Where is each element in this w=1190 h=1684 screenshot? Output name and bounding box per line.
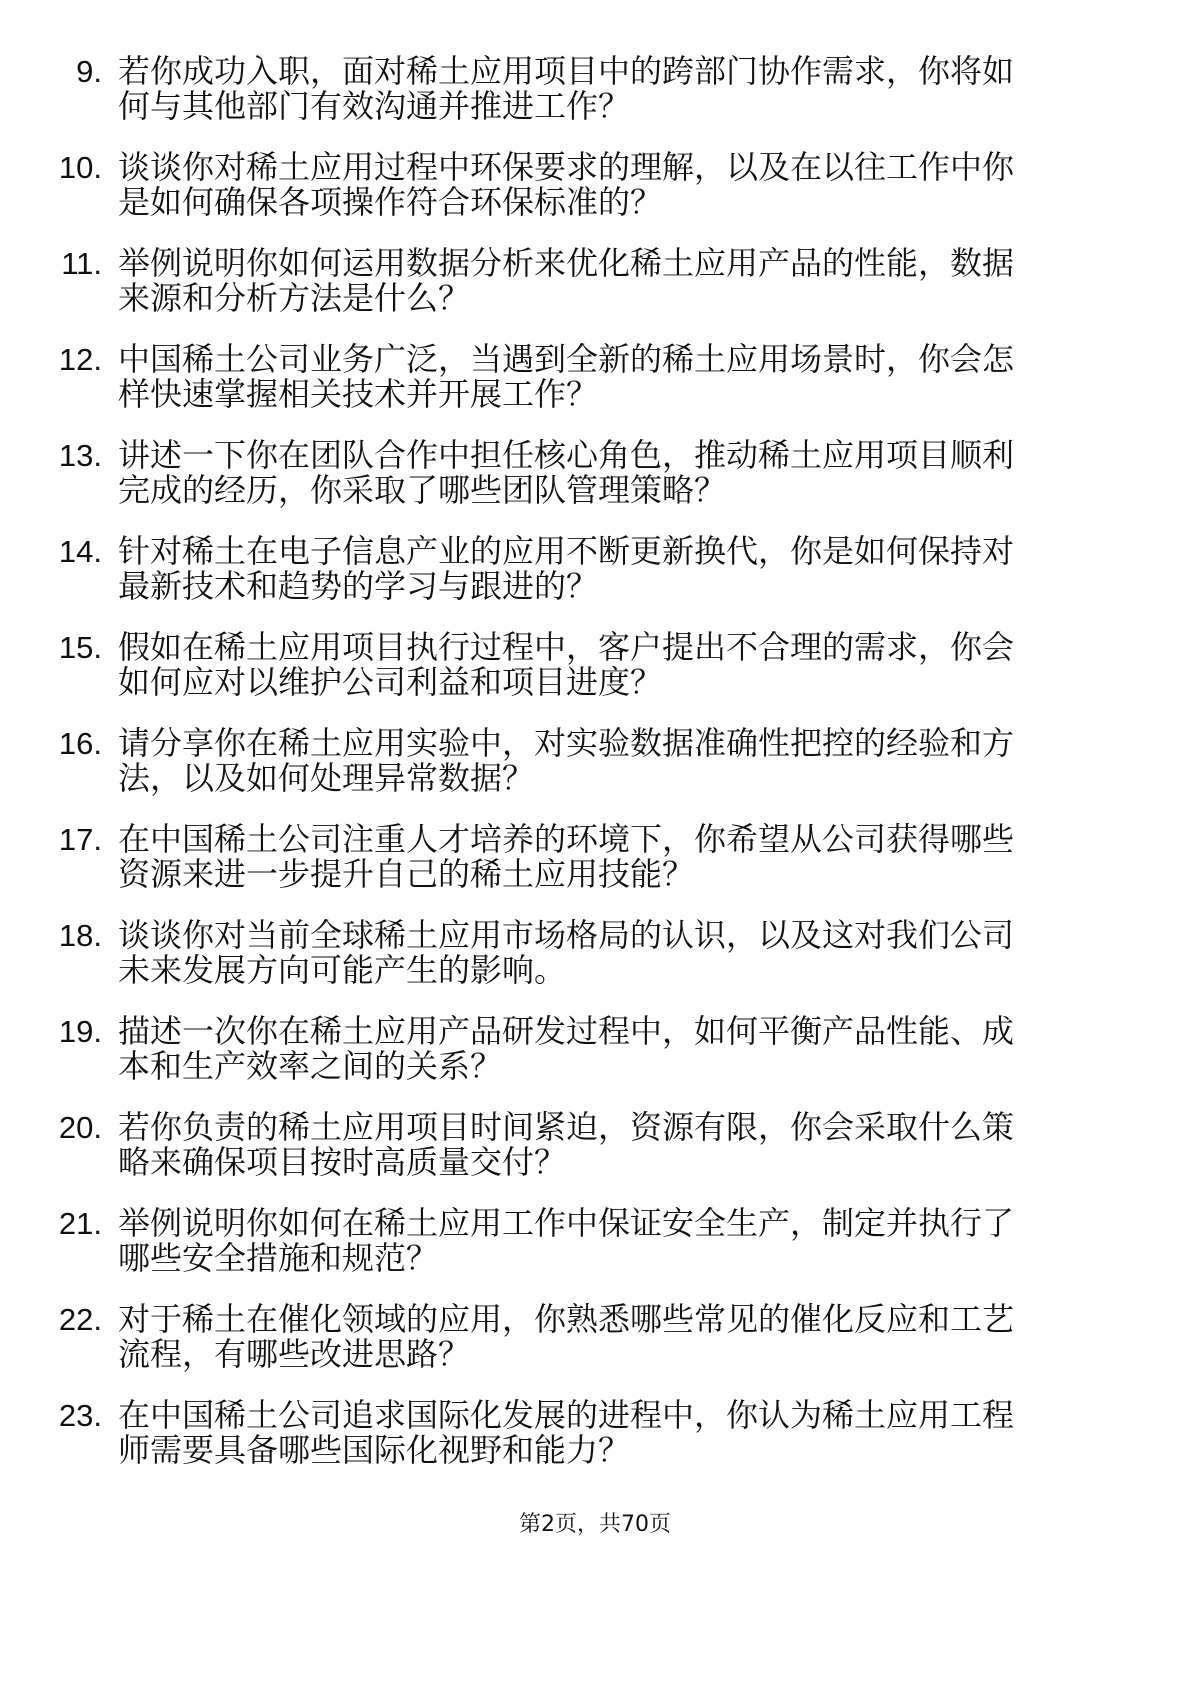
question-number: 16. (58, 726, 102, 761)
question-item (0, 822, 1190, 892)
question-text (118, 342, 1038, 412)
question-text (118, 1206, 1038, 1276)
question-item (0, 246, 1190, 316)
question-number: 19. (58, 1014, 102, 1049)
question-item (0, 150, 1190, 220)
question-item (0, 438, 1190, 508)
question-list (0, 54, 1190, 1494)
question-number: 13. (58, 438, 102, 473)
question-line: 师需要具备哪些国际化视野和能力？ (118, 1431, 631, 1469)
question-line: 如何应对以维护公司利益和项目进度？ (118, 663, 663, 701)
question-number: 15. (58, 630, 102, 665)
question-line: 中国稀土公司业务广泛，当遇到全新的稀土应用场景时，你会怎 (118, 340, 1015, 378)
question-line: 讲述一下你在团队合作中担任核心角色，推动稀土应用项目顺利 (118, 436, 1015, 474)
question-line: 完成的经历，你采取了哪些团队管理策略？ (118, 471, 727, 509)
question-line: 来源和分析方法是什么？ (118, 279, 471, 317)
question-item (0, 342, 1190, 412)
question-line: 若你负责的稀土应用项目时间紧迫，资源有限，你会采取什么策 (118, 1108, 1015, 1146)
question-line: 法，以及如何处理异常数据？ (118, 759, 535, 797)
question-line: 举例说明你如何在稀土应用工作中保证安全生产，制定并执行了 (118, 1204, 1015, 1242)
question-line: 对于稀土在催化领域的应用，你熟悉哪些常见的催化反应和工艺 (118, 1300, 1015, 1338)
question-text (118, 54, 1038, 124)
question-number: 23. (58, 1398, 102, 1433)
question-line: 是如何确保各项操作符合环保标准的？ (118, 183, 663, 221)
question-text (118, 630, 1038, 700)
question-number: 12. (58, 342, 102, 377)
question-text (118, 246, 1038, 316)
question-line: 针对稀土在电子信息产业的应用不断更新换代，你是如何保持对 (118, 532, 1015, 570)
question-number: 10. (58, 150, 102, 185)
question-item (0, 54, 1190, 124)
question-line: 在中国稀土公司注重人才培养的环境下，你希望从公司获得哪些 (118, 820, 1015, 858)
question-text (118, 150, 1038, 220)
question-line: 未来发展方向可能产生的影响。 (118, 951, 567, 989)
question-text (118, 438, 1038, 508)
question-line: 请分享你在稀土应用实验中，对实验数据准确性把控的经验和方 (118, 724, 1015, 762)
question-line: 描述一次你在稀土应用产品研发过程中，如何平衡产品性能、成 (118, 1012, 1015, 1050)
question-item (0, 1398, 1190, 1468)
question-line: 样快速掌握相关技术并开展工作？ (118, 375, 599, 413)
question-line: 资源来进一步提升自己的稀土应用技能？ (118, 855, 695, 893)
question-number: 9. (76, 54, 102, 89)
question-text (118, 1398, 1038, 1468)
question-text (118, 1302, 1038, 1372)
question-number: 11. (61, 246, 102, 281)
question-line: 略来确保项目按时高质量交付？ (118, 1143, 567, 1181)
question-text (118, 822, 1038, 892)
question-item (0, 630, 1190, 700)
question-text (118, 1014, 1038, 1084)
question-number: 18. (58, 918, 102, 953)
question-text (118, 1110, 1038, 1180)
question-text (118, 726, 1038, 796)
question-item (0, 1206, 1190, 1276)
question-item (0, 918, 1190, 988)
question-line: 何与其他部门有效沟通并推进工作？ (118, 87, 631, 125)
question-line: 若你成功入职，面对稀土应用项目中的跨部门协作需求，你将如 (118, 52, 1015, 90)
question-item (0, 726, 1190, 796)
question-line: 在中国稀土公司追求国际化发展的进程中，你认为稀土应用工程 (118, 1396, 1015, 1434)
question-number: 17. (58, 822, 102, 857)
question-line: 哪些安全措施和规范？ (118, 1239, 439, 1277)
question-number: 20. (58, 1110, 102, 1145)
question-item (0, 1302, 1190, 1372)
question-text (118, 534, 1038, 604)
question-line: 流程，有哪些改进思路？ (118, 1335, 471, 1373)
question-item (0, 1110, 1190, 1180)
question-line: 本和生产效率之间的关系？ (118, 1047, 503, 1085)
question-number: 22. (58, 1302, 102, 1337)
question-line: 举例说明你如何运用数据分析来优化稀土应用产品的性能，数据 (118, 244, 1015, 282)
question-line: 最新技术和趋势的学习与跟进的？ (118, 567, 599, 605)
question-number: 14. (58, 534, 102, 569)
question-item (0, 1014, 1190, 1084)
question-line: 谈谈你对当前全球稀土应用市场格局的认识，以及这对我们公司 (118, 916, 1015, 954)
question-line: 假如在稀土应用项目执行过程中，客户提出不合理的需求，你会 (118, 628, 1015, 666)
question-text (118, 918, 1038, 988)
page-footer: 第2页，共70页 (519, 1512, 671, 1537)
question-item (0, 534, 1190, 604)
question-line: 谈谈你对稀土应用过程中环保要求的理解，以及在以往工作中你 (118, 148, 1015, 186)
question-number: 21. (58, 1206, 102, 1241)
